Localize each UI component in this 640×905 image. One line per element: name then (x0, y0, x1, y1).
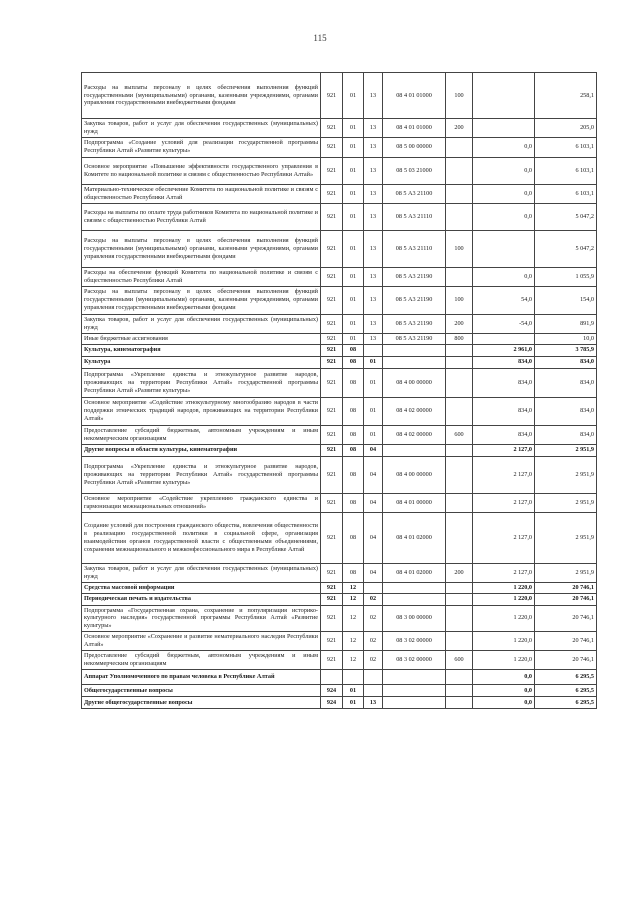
table-row (82, 670, 597, 685)
table-row (82, 593, 597, 605)
row-name: Закупка товаров, работ и услуг для обеспечения государственных (муниципальных) нужд (82, 119, 321, 138)
row-name: Создание условий для построения гражданского общества, вовлечения общественности в реализацию государственной политики в социальной сфере, организация взаимодействия органов государственной власти с общественными объединениями, сохранения межнационального и межконфессионального мира в Республике Алтай (82, 512, 321, 563)
row-name: Средства массовой информации (82, 582, 321, 593)
table-row (82, 425, 597, 444)
table-row (82, 333, 597, 344)
row-amount-2: 2 951,9 (535, 444, 597, 456)
table-row (82, 286, 597, 314)
row-vr (446, 456, 473, 493)
row-rz: 01 (343, 157, 364, 184)
row-amount-1: 834,0 (473, 397, 535, 425)
row-amount-2: 154,0 (535, 286, 597, 314)
row-amount-2: 1 055,9 (535, 267, 597, 286)
row-name: Закупка товаров, работ и услуг для обеспечения государственных (муниципальных) нужд (82, 314, 321, 333)
row-vr (446, 356, 473, 368)
row-ved: 921 (321, 444, 343, 456)
table-row (82, 157, 597, 184)
row-amount-2: 6 103,1 (535, 157, 597, 184)
budget-table (81, 72, 597, 709)
row-amount-2: 834,0 (535, 368, 597, 397)
row-csr (383, 344, 446, 356)
row-name: Подпрограмма «Государственная охрана, сохранение и популяризация историко-культурного наследия» государственной программы Республики Алтай «Развитие культуры» (82, 605, 321, 632)
row-vr (446, 593, 473, 605)
row-ved: 921 (321, 368, 343, 397)
row-rz: 12 (343, 593, 364, 605)
row-amount-2: 834,0 (535, 425, 597, 444)
row-amount-2: 2 951,9 (535, 512, 597, 563)
row-csr: 08 5 А3 21190 (383, 286, 446, 314)
row-rz: 08 (343, 368, 364, 397)
row-amount-2: 6 103,1 (535, 184, 597, 203)
row-amount-2: 258,1 (535, 73, 597, 119)
row-csr: 08 5 А3 21190 (383, 314, 446, 333)
row-ved: 921 (321, 563, 343, 582)
row-csr: 08 3 02 00000 (383, 632, 446, 651)
table-row (82, 119, 597, 138)
row-name: Расходы на выплаты по оплате труда работников Комитета по национальной политике и связям с общественностью Республики Алтай (82, 203, 321, 230)
row-vr: 200 (446, 563, 473, 582)
row-amount-1: 1 220,0 (473, 605, 535, 632)
row-vr (446, 685, 473, 697)
row-csr: 08 3 02 00000 (383, 651, 446, 670)
row-csr (383, 356, 446, 368)
row-ved: 921 (321, 632, 343, 651)
row-name: Подпрограмма «Укрепление единства и этнокультурное развитие народов, проживающих на территории Республики Алтай» государственной программы Республики Алтай «Развитие культуры» (82, 456, 321, 493)
row-vr: 200 (446, 314, 473, 333)
row-amount-1 (473, 73, 535, 119)
row-amount-1: -54,0 (473, 314, 535, 333)
row-name: Основное мероприятие «Сохранение и развитие нематериального наследия Республики Алтай» (82, 632, 321, 651)
row-ved: 921 (321, 314, 343, 333)
row-vr (446, 157, 473, 184)
row-pr (364, 582, 383, 593)
row-pr: 13 (364, 286, 383, 314)
row-csr (383, 593, 446, 605)
row-rz: 08 (343, 425, 364, 444)
row-rz: 01 (343, 230, 364, 267)
row-rz: 08 (343, 444, 364, 456)
row-vr (446, 493, 473, 512)
row-ved: 921 (321, 286, 343, 314)
row-ved: 921 (321, 605, 343, 632)
row-vr (446, 368, 473, 397)
row-name: Подпрограмма «Создание условий для реализации государственной программы Республики Алтай «Развитие культуры» (82, 137, 321, 157)
table-row (82, 651, 597, 670)
row-name: Иные бюджетные ассигнования (82, 333, 321, 344)
row-vr (446, 184, 473, 203)
row-rz: 12 (343, 632, 364, 651)
table-row (82, 137, 597, 157)
row-csr (383, 670, 446, 685)
row-rz: 08 (343, 493, 364, 512)
budget-table-body (82, 73, 597, 709)
row-ved: 921 (321, 512, 343, 563)
row-csr: 08 5 А3 21100 (383, 184, 446, 203)
row-rz: 01 (343, 685, 364, 697)
row-ved: 921 (321, 651, 343, 670)
row-csr: 08 4 00 00000 (383, 456, 446, 493)
row-amount-1: 2 127,0 (473, 456, 535, 493)
row-pr (364, 685, 383, 697)
row-csr (383, 444, 446, 456)
row-amount-1: 1 220,0 (473, 651, 535, 670)
row-name: Закупка товаров, работ и услуг для обеспечения государственных (муниципальных) нужд (82, 563, 321, 582)
row-amount-1: 1 220,0 (473, 632, 535, 651)
row-pr: 13 (364, 230, 383, 267)
row-csr (383, 685, 446, 697)
row-vr (446, 444, 473, 456)
row-amount-1 (473, 333, 535, 344)
row-ved: 921 (321, 397, 343, 425)
row-amount-2: 20 746,1 (535, 582, 597, 593)
row-amount-1: 1 220,0 (473, 593, 535, 605)
row-csr: 08 4 01 01000 (383, 73, 446, 119)
table-row (82, 493, 597, 512)
row-amount-1 (473, 230, 535, 267)
row-pr: 13 (364, 137, 383, 157)
row-amount-2: 20 746,1 (535, 632, 597, 651)
row-vr (446, 605, 473, 632)
row-csr: 08 4 01 00000 (383, 493, 446, 512)
row-ved: 921 (321, 493, 343, 512)
row-amount-2: 205,0 (535, 119, 597, 138)
table-row (82, 356, 597, 368)
row-pr: 02 (364, 605, 383, 632)
row-rz: 01 (343, 73, 364, 119)
row-vr (446, 137, 473, 157)
row-amount-1: 1 220,0 (473, 582, 535, 593)
row-name: Расходы на выплаты персоналу в целях обеспечения выполнения функций государственными (муниципальными) органами, казенными учреждениями, органами управления государственными внебюджетными фондами (82, 230, 321, 267)
table-row (82, 685, 597, 697)
row-ved: 921 (321, 203, 343, 230)
row-amount-2: 6 103,1 (535, 137, 597, 157)
row-pr: 13 (364, 314, 383, 333)
row-amount-2: 20 746,1 (535, 593, 597, 605)
row-name: Материально-техническое обеспечение Комитета по национальной политике и связям с общественностью Республики Алтай (82, 184, 321, 203)
table-row (82, 605, 597, 632)
row-pr: 01 (364, 397, 383, 425)
row-amount-2: 10,0 (535, 333, 597, 344)
page-number: 115 (313, 33, 327, 43)
row-name: Предоставление субсидий бюджетным, автономным учреждениям и иным некоммерческим организациям (82, 651, 321, 670)
row-csr: 08 5 03 21000 (383, 157, 446, 184)
row-rz: 01 (343, 267, 364, 286)
row-name: Подпрограмма «Укрепление единства и этнокультурное развитие народов, проживающих на территории Республики Алтай» государственной программы Республики Алтай «Развитие культуры» (82, 368, 321, 397)
row-amount-1: 834,0 (473, 356, 535, 368)
row-csr: 08 4 01 02000 (383, 512, 446, 563)
row-csr: 08 5 А3 21110 (383, 203, 446, 230)
row-name: Расходы на обеспечение функций Комитета по национальной политике и связям с общественностью Республики Алтай (82, 267, 321, 286)
table-row (82, 697, 597, 709)
row-pr: 13 (364, 157, 383, 184)
row-amount-1: 834,0 (473, 425, 535, 444)
row-ved: 924 (321, 685, 343, 697)
row-pr: 01 (364, 425, 383, 444)
row-amount-2: 2 951,9 (535, 456, 597, 493)
row-pr: 13 (364, 119, 383, 138)
row-name: Периодическая печать и издательства (82, 593, 321, 605)
row-vr: 100 (446, 230, 473, 267)
row-csr: 08 5 А3 21110 (383, 230, 446, 267)
row-ved: 921 (321, 267, 343, 286)
row-pr: 13 (364, 73, 383, 119)
table-row (82, 368, 597, 397)
row-pr: 02 (364, 632, 383, 651)
row-rz: 01 (343, 137, 364, 157)
row-amount-1: 2 127,0 (473, 563, 535, 582)
row-amount-1: 0,0 (473, 203, 535, 230)
row-pr: 13 (364, 267, 383, 286)
row-rz: 08 (343, 512, 364, 563)
table-row (82, 314, 597, 333)
row-amount-1: 2 961,0 (473, 344, 535, 356)
row-ved: 921 (321, 119, 343, 138)
row-vr (446, 670, 473, 685)
row-amount-1 (473, 119, 535, 138)
row-rz: 08 (343, 397, 364, 425)
table-row (82, 184, 597, 203)
table-row (82, 344, 597, 356)
row-amount-2: 6 295,5 (535, 697, 597, 709)
row-amount-2: 5 047,2 (535, 230, 597, 267)
row-rz: 01 (343, 203, 364, 230)
row-rz: 01 (343, 286, 364, 314)
row-rz: 12 (343, 605, 364, 632)
row-name: Основное мероприятие «Содействие укреплению гражданского единства и гармонизации межнациональных отношений» (82, 493, 321, 512)
row-amount-2: 834,0 (535, 397, 597, 425)
row-rz: 08 (343, 344, 364, 356)
row-pr: 02 (364, 593, 383, 605)
row-name: Аппарат Уполномоченного по правам человека в Республике Алтай (82, 670, 321, 685)
row-amount-1: 0,0 (473, 267, 535, 286)
row-amount-2: 20 746,1 (535, 605, 597, 632)
row-amount-1: 834,0 (473, 368, 535, 397)
row-vr: 600 (446, 651, 473, 670)
row-csr (383, 697, 446, 709)
row-ved: 921 (321, 333, 343, 344)
row-pr: 13 (364, 184, 383, 203)
row-ved: 921 (321, 157, 343, 184)
row-name: Культура, кинематография (82, 344, 321, 356)
row-rz: 08 (343, 456, 364, 493)
row-amount-1: 0,0 (473, 157, 535, 184)
row-amount-1: 0,0 (473, 184, 535, 203)
row-amount-1: 2 127,0 (473, 512, 535, 563)
row-vr: 800 (446, 333, 473, 344)
row-name: Основное мероприятие «Содействие этнокультурному многообразию народов в части поддержки этнических традиций народов, проживающих на территории Республики Алтай» (82, 397, 321, 425)
row-vr (446, 203, 473, 230)
row-csr: 08 4 01 01000 (383, 119, 446, 138)
row-name: Расходы на выплаты персоналу в целях обеспечения выполнения функций государственными (муниципальными) органами, казенными учреждениями, органами управления государственными внебюджетными фондами (82, 286, 321, 314)
row-name: Культура (82, 356, 321, 368)
row-rz: 08 (343, 356, 364, 368)
row-csr (383, 582, 446, 593)
row-amount-1: 0,0 (473, 137, 535, 157)
row-pr (364, 670, 383, 685)
row-pr: 01 (364, 356, 383, 368)
row-ved: 921 (321, 593, 343, 605)
row-csr: 08 4 02 00000 (383, 425, 446, 444)
table-row (82, 563, 597, 582)
row-pr: 01 (364, 368, 383, 397)
row-vr (446, 267, 473, 286)
row-ved: 924 (321, 697, 343, 709)
row-name: Другие общегосударственные вопросы (82, 697, 321, 709)
row-vr (446, 344, 473, 356)
row-amount-2: 5 047,2 (535, 203, 597, 230)
table-row (82, 512, 597, 563)
row-pr: 13 (364, 697, 383, 709)
row-amount-1: 0,0 (473, 685, 535, 697)
row-rz: 08 (343, 563, 364, 582)
row-amount-2: 834,0 (535, 356, 597, 368)
row-rz: 12 (343, 651, 364, 670)
table-row (82, 582, 597, 593)
row-vr: 100 (446, 73, 473, 119)
row-amount-2: 3 785,9 (535, 344, 597, 356)
table-row (82, 456, 597, 493)
row-ved: 921 (321, 73, 343, 119)
row-pr: 04 (364, 444, 383, 456)
row-csr: 08 5 00 00000 (383, 137, 446, 157)
row-ved (321, 670, 343, 685)
row-csr: 08 3 00 00000 (383, 605, 446, 632)
table-row (82, 632, 597, 651)
row-amount-1: 2 127,0 (473, 444, 535, 456)
row-vr (446, 582, 473, 593)
row-name: Расходы на выплаты персоналу в целях обеспечения выполнения функций государственными (муниципальными) органами, казенными учреждениями, органами управления государственными внебюджетными фондами (82, 73, 321, 119)
row-amount-2: 20 746,1 (535, 651, 597, 670)
row-ved: 921 (321, 184, 343, 203)
row-rz (343, 670, 364, 685)
row-ved: 921 (321, 582, 343, 593)
row-pr: 04 (364, 512, 383, 563)
row-csr: 08 4 00 00000 (383, 368, 446, 397)
row-name: Основное мероприятие «Повышение эффективности государственного управления в Комитете по национальной политике и связям с общественностью Республики Алтай» (82, 157, 321, 184)
row-csr: 08 5 А3 21190 (383, 267, 446, 286)
row-amount-2: 6 295,5 (535, 670, 597, 685)
row-pr: 02 (364, 651, 383, 670)
row-ved: 921 (321, 456, 343, 493)
row-name: Общегосударственные вопросы (82, 685, 321, 697)
row-ved: 921 (321, 137, 343, 157)
row-ved: 921 (321, 425, 343, 444)
row-rz: 01 (343, 184, 364, 203)
row-csr: 08 4 02 00000 (383, 397, 446, 425)
row-vr (446, 632, 473, 651)
row-vr: 600 (446, 425, 473, 444)
row-amount-1: 2 127,0 (473, 493, 535, 512)
row-rz: 01 (343, 333, 364, 344)
row-pr: 04 (364, 563, 383, 582)
row-amount-2: 2 951,9 (535, 563, 597, 582)
row-amount-1: 0,0 (473, 697, 535, 709)
row-vr: 100 (446, 286, 473, 314)
row-amount-2: 891,9 (535, 314, 597, 333)
row-rz: 01 (343, 314, 364, 333)
row-pr: 04 (364, 456, 383, 493)
table-row (82, 203, 597, 230)
row-pr: 13 (364, 333, 383, 344)
row-vr (446, 697, 473, 709)
row-vr (446, 512, 473, 563)
row-ved: 921 (321, 344, 343, 356)
row-name: Другие вопросы в области культуры, кинематографии (82, 444, 321, 456)
row-rz: 01 (343, 697, 364, 709)
row-rz: 01 (343, 119, 364, 138)
row-name: Предоставление субсидий бюджетным, автономным учреждениям и иным некоммерческим организациям (82, 425, 321, 444)
row-amount-1: 54,0 (473, 286, 535, 314)
row-csr: 08 4 01 02000 (383, 563, 446, 582)
row-amount-1: 0,0 (473, 670, 535, 685)
table-row (82, 397, 597, 425)
row-amount-2: 2 951,9 (535, 493, 597, 512)
row-vr: 200 (446, 119, 473, 138)
row-amount-2: 6 295,5 (535, 685, 597, 697)
row-ved: 921 (321, 230, 343, 267)
row-ved: 921 (321, 356, 343, 368)
table-row (82, 230, 597, 267)
row-rz: 12 (343, 582, 364, 593)
row-pr: 04 (364, 493, 383, 512)
row-csr: 08 5 А3 21190 (383, 333, 446, 344)
row-pr: 13 (364, 203, 383, 230)
table-row (82, 444, 597, 456)
row-vr (446, 397, 473, 425)
table-row (82, 73, 597, 119)
row-pr (364, 344, 383, 356)
table-row (82, 267, 597, 286)
